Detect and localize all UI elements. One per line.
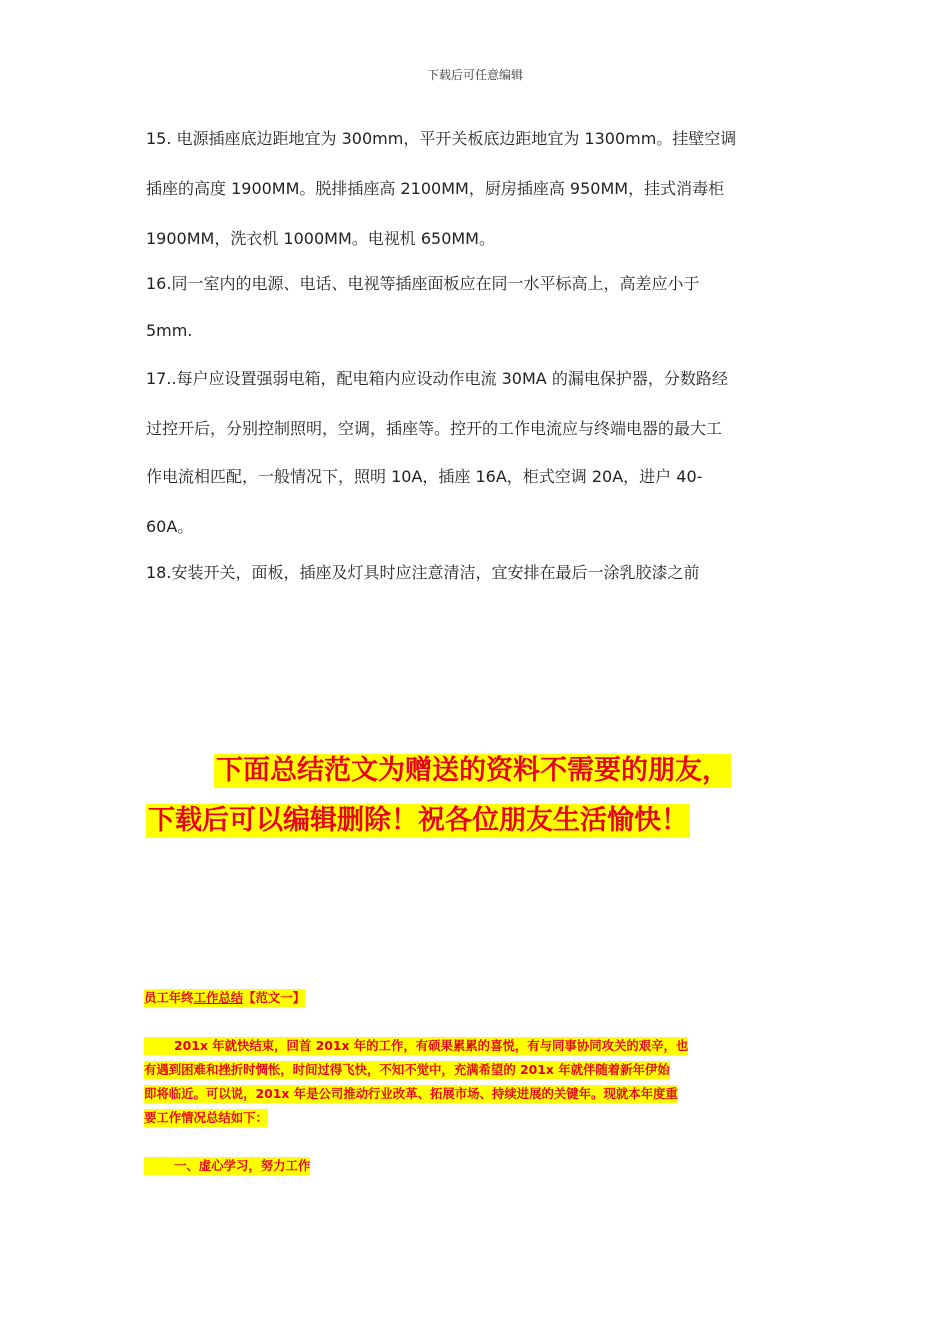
item-15-line-2: 插座的高度 1900MM。脱排插座高 2100MM，厨房插座高 950MM，挂式消毒柜 [146, 179, 725, 198]
item-16-line-2: 5mm. [146, 321, 193, 340]
item-16-line-1: 16.同一室内的电源、电话、电视等插座面板应在同一水平标高上，高差应小于 [146, 274, 700, 293]
sample-title-suffix: 【范文一】 [243, 990, 306, 1005]
sample-para-line-3: 即将临近。可以说，201x 年是公司推动行业改革、拓展市场、持续进展的关键年。现就本年度重 [144, 1086, 678, 1101]
item-15-line-1: 15. 电源插座底边距地宜为 300mm，平开关板底边距地宜为 1300mm。挂壁空调 [146, 129, 737, 148]
item-17-line-4: 60A。 [146, 517, 194, 536]
sample-title [144, 989, 305, 1007]
item-17-line-1: 17..每户应设置强弱电箱，配电箱内应设动作电流 30MA 的漏电保护器，分数路经 [146, 369, 728, 388]
item-17-line-3: 作电流相匹配，一般情况下，照明 10A，插座 16A，柜式空调 20A，进户 40- [146, 467, 703, 486]
sample-para-line-1: 201x 年就快结束，回首 201x 年的工作，有硕果累累的喜悦，有与同事协同攻关的艰辛，也 [144, 1037, 688, 1055]
sample-section-1: 一、虚心学习，努力工作 [144, 1157, 310, 1175]
sample-title-prefix: 员工年终 [144, 990, 194, 1005]
sample-para-line-4: 要工作情况总结如下： [144, 1110, 268, 1125]
gift-notice-line-2: 下载后可以编辑删除！祝各位朋友生活愉快！ [148, 805, 688, 836]
item-15-line-3: 1900MM，洗衣机 1000MM。电视机 650MM。 [146, 229, 495, 248]
gift-notice-line-1: 下面总结范文为赠送的资料不需要的朋友， [216, 755, 729, 786]
item-18-line-1: 18.安装开关，面板，插座及灯具时应注意清洁，宜安排在最后一涂乳胶漆之前 [146, 563, 700, 582]
sample-title-link[interactable]: 工作总结 [193, 990, 244, 1005]
sample-para-line-2: 有遇到困难和挫折时惆怅，时间过得飞快，不知不觉中，充满希望的 201x 年就伴随着新年伊始 [144, 1062, 670, 1077]
page-header: 下载后可任意编辑 [426, 68, 523, 82]
item-17-line-2: 过控开后，分别控制照明，空调，插座等。控开的工作电流应与终端电器的最大工 [146, 419, 723, 438]
